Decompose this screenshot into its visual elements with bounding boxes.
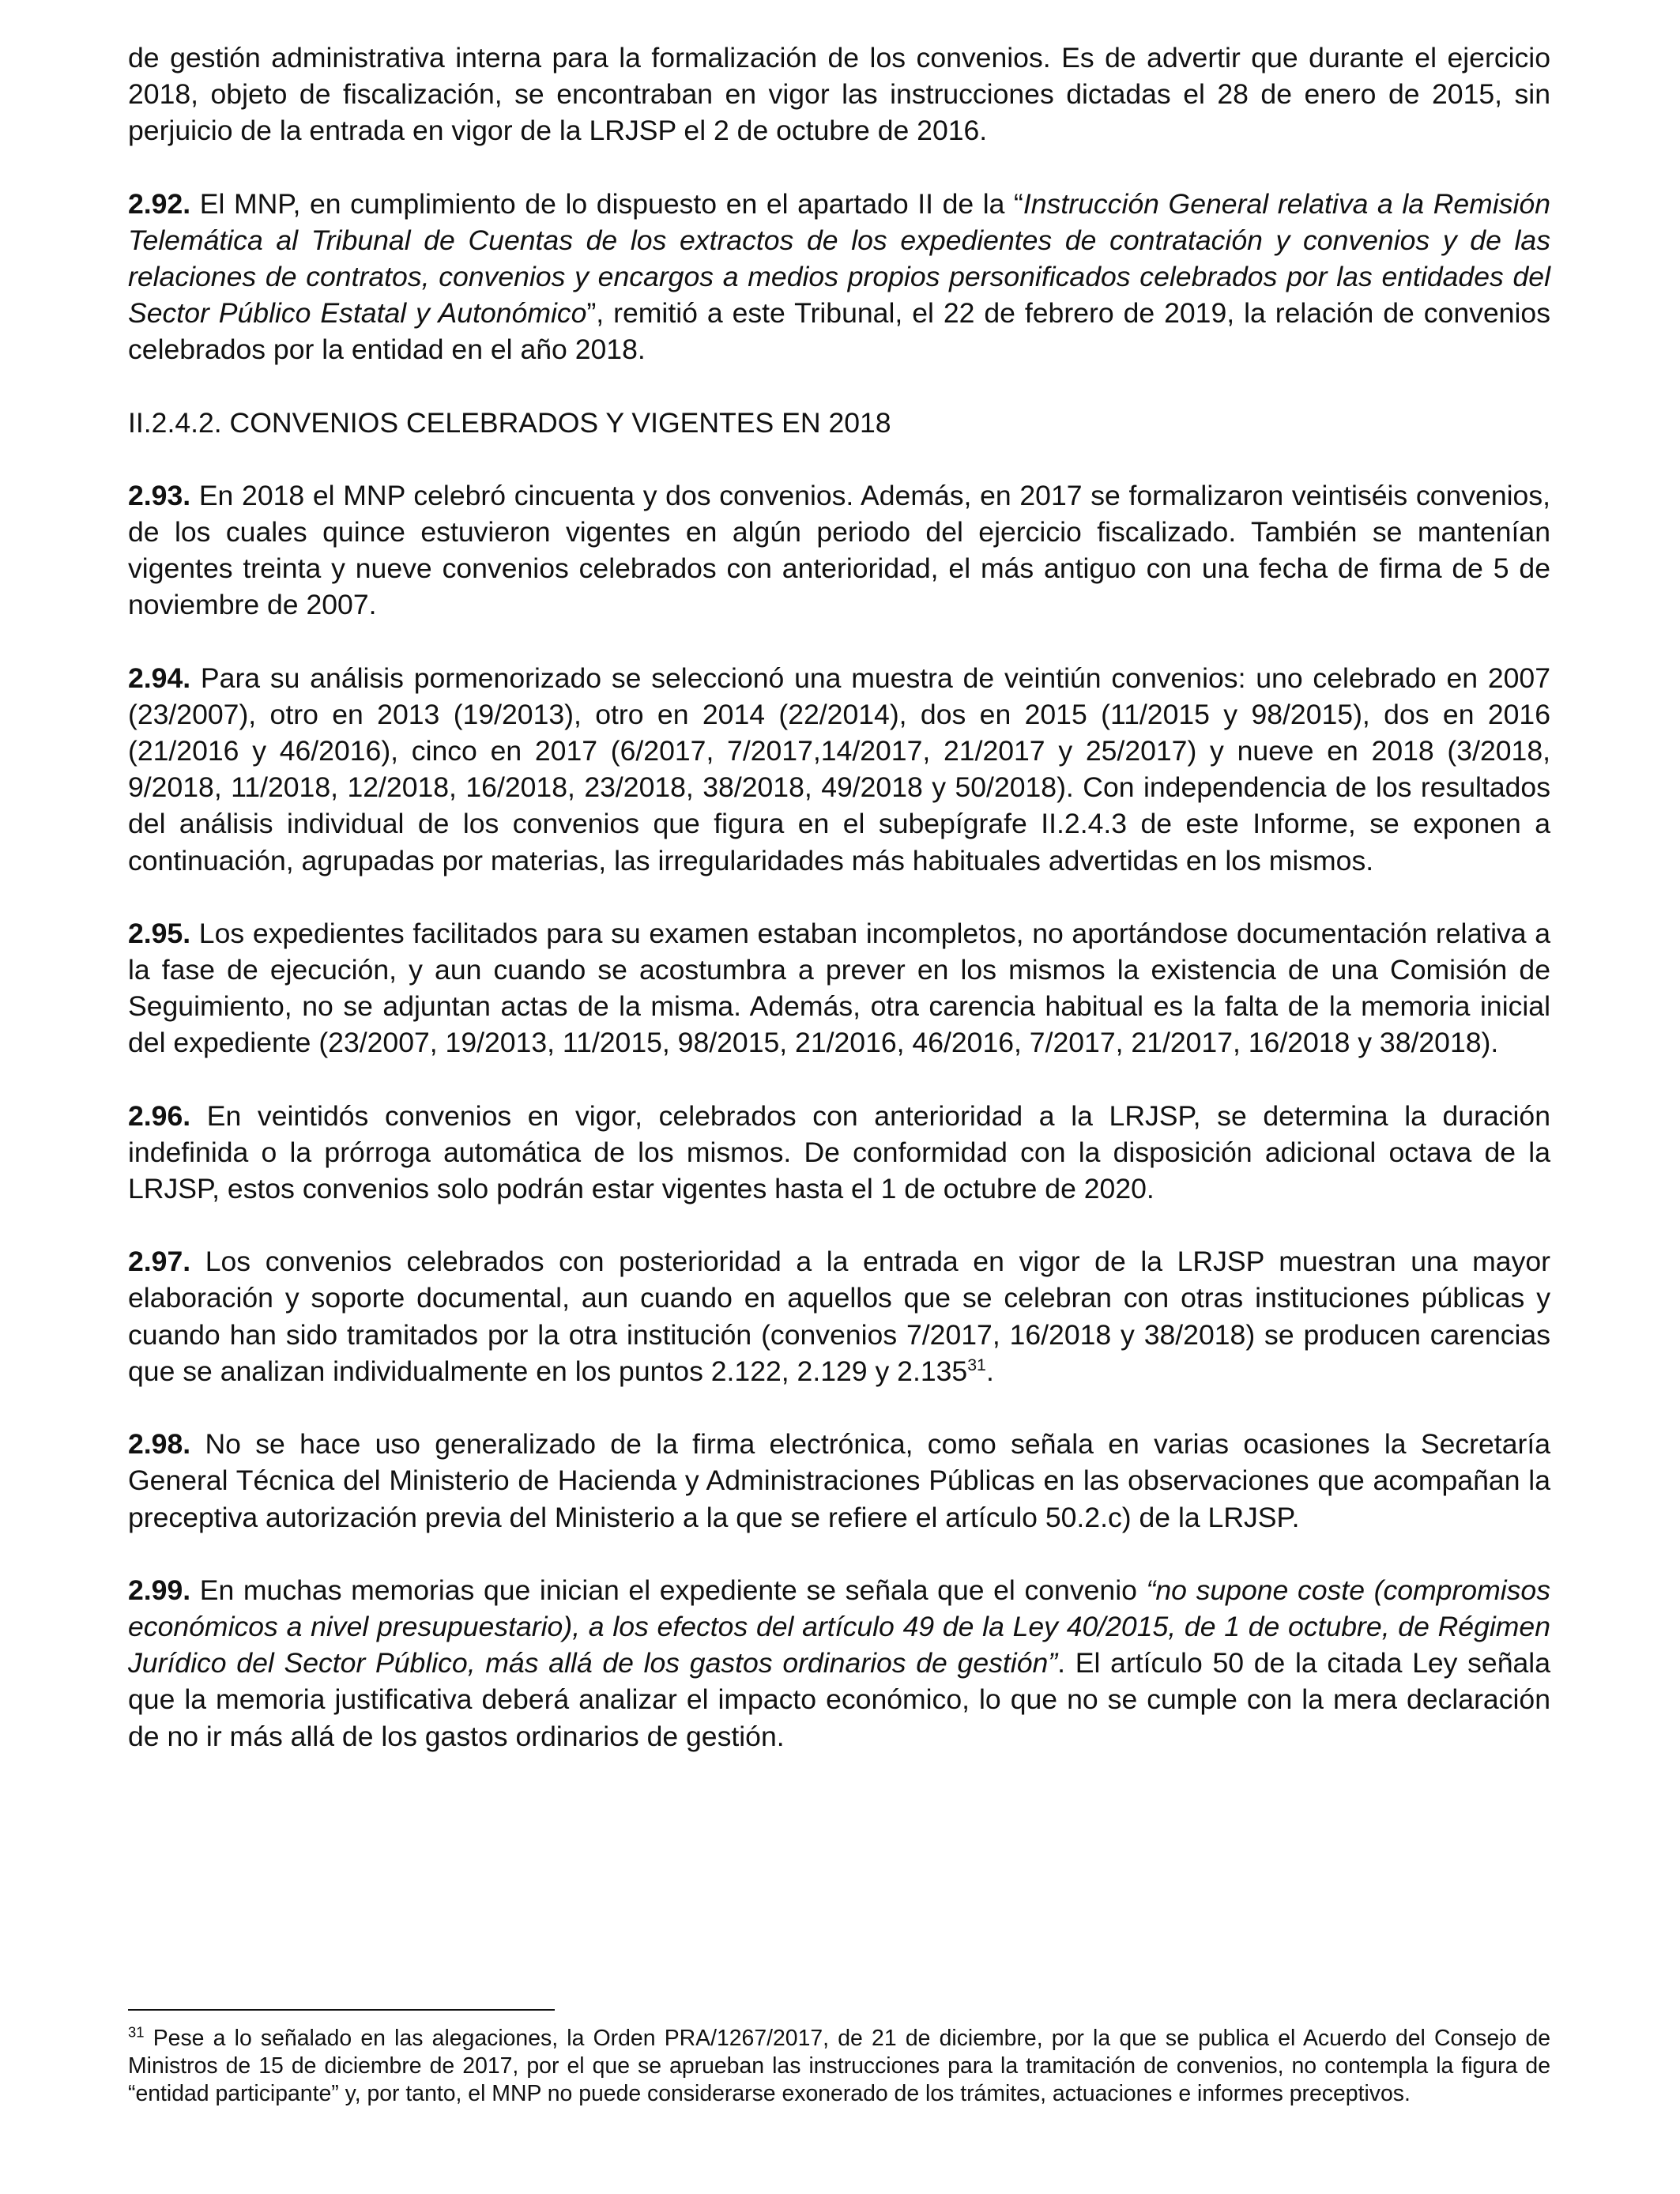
paragraph-number: 2.92. [128, 187, 191, 220]
paragraph-2-93 [128, 477, 1550, 624]
paragraph-number: 2.99. [128, 1574, 191, 1606]
paragraph-number: 2.96. [128, 1099, 191, 1132]
paragraph-text: En 2018 el MNP celebró cincuenta y dos convenios. Además, en 2017 se formalizaron veintiséis convenios, de los cuales quince estuvieron vigentes en algún periodo del ejercicio fiscalizado. También se mantenían vigentes treinta y nueve convenios celebrados con anterioridad, el más antiguo con una fecha de firma de 5 de noviembre de 2007. [128, 479, 1550, 621]
paragraph-text: ”, remitió a este Tribunal, el 22 de febrero de 2019, la relación de convenios celebrados por la entidad en el año 2018. [128, 297, 1550, 366]
instruction-title: Instrucción General relativa a la Remisión Telemática al Tribunal de Cuentas de los extractos de los expedientes de contratación y convenios y de las relaciones de contratos, convenios y encargos a medios propios personificados celebrados por las entidades del Sector Público Estatal y Autonómico [128, 187, 1550, 330]
paragraph-number: 2.98. [128, 1428, 191, 1461]
footnote-text: Pese a lo señalado en las alegaciones, la Orden PRA/1267/2017, de 21 de diciembre, por la que se publica el Acuerdo del Consejo de Ministros de 15 de diciembre de 2017, por el que se aprueban las instrucciones para la tramitación de convenios, no contempla la figura de “entidad participante” y, por tanto, el MNP no puede considerarse exonerado de los trámites, actuaciones e informes preceptivos. [128, 2026, 1550, 2106]
paragraph-text: Los expedientes facilitados para su examen estaban incompletos, no aportándose documentación relativa a la fase de ejecución, y aun cuando se acostumbra a prever en los mismos la existencia de una Comisión de Seguimiento, no se adjuntan actas de la misma. Además, otra carencia habitual es la falta de la memoria inicial del expediente (23/2007, 19/2013, 11/2015, 98/2015, 21/2016, 46/2016, 7/2017, 21/2017, 16/2018 y 38/2018). [128, 917, 1550, 1059]
paragraph-text: Los convenios celebrados con posterioridad a la entrada en vigor de la LRJSP muestran una mayor elaboración y soporte documental, aun cuando en aquellos que se celebran con otras instituciones públicas y cuando han sido tramitados por la otra institución (convenios 7/2017, 16/2018 y 38/2018) se producen carencias que se analizan individualmente en los puntos 2.122, 2.129 y 2.135 [128, 1246, 1550, 1387]
paragraph-text: . [985, 1355, 994, 1387]
paragraph-2-99 [128, 1572, 1550, 1755]
paragraph-number: 2.94. [128, 662, 191, 694]
paragraph-2-97 [128, 1243, 1550, 1389]
footnote-reference[interactable]: 31 [967, 1355, 986, 1375]
paragraph-number: 2.93. [128, 479, 191, 511]
paragraph-text: En muchas memorias que inician el expediente se señala que el convenio [190, 1574, 1147, 1606]
section-heading-text: II.2.4.2. CONVENIOS CELEBRADOS Y VIGENTES EN 2018 [128, 406, 891, 439]
footnote-separator [128, 2009, 555, 2011]
paragraph-text: de gestión administrativa interna para la formalización de los convenios. Es de advertir que durante el ejercicio 2018, objeto de fiscalización, se encontraban en vigor las instrucciones dictadas el 28 de enero de 2015, sin perjuicio de la entrada en vigor de la LRJSP el 2 de octubre de 2016. [128, 42, 1550, 147]
paragraph-number: 2.95. [128, 917, 191, 949]
paragraph-2-98 [128, 1426, 1550, 1536]
footnote-mark: 31 [128, 2023, 145, 2041]
paragraph-2-96 [128, 1098, 1550, 1208]
paragraph-text: El MNP, en cumplimiento de lo dispuesto en el apartado II de la “ [190, 187, 1023, 220]
footnote [128, 2025, 1550, 2108]
paragraph-2-94 [128, 660, 1550, 879]
document-body [128, 40, 1550, 1791]
paragraph-2-95 [128, 915, 1550, 1061]
paragraph-text: . El artículo 50 de la citada Ley señala que la memoria justificativa deberá analizar el impacto económico, lo que no se cumple con la mera declaración de no ir más allá de los gastos ordinarios de gestión. [128, 1647, 1550, 1752]
quoted-memoria-text: “no supone coste (compromisos económicos a nivel presupuestario), a los efectos del artículo 49 de la Ley 40/2015, de 1 de octubre, de Régimen Jurídico del Sector Público, más allá de los gastos ordinarios de gestión” [128, 1574, 1550, 1679]
paragraph-2-92 [128, 186, 1550, 368]
paragraph-text: No se hace uso generalizado de la firma electrónica, como señala en varias ocasiones la Secretaría General Técnica del Ministerio de Hacienda y Administraciones Públicas en las observaciones que acompañan la preceptiva autorización previa del Ministerio a la que se refiere el artículo 50.2.c) de la LRJSP. [128, 1428, 1550, 1533]
paragraph-text: Para su análisis pormenorizado se seleccionó una muestra de veintiún convenios: uno celebrado en 2007 (23/2007), otro en 2013 (19/2013), otro en 2014 (22/2014), dos en 2015 (11/2015 y 98/2015), dos en 2016 (21/2016 y 46/2016), cinco en 2017 (6/2017, 7/2017,14/2017, 21/2017 y 25/2017) y nueve en 2018 (3/2018, 9/2018, 11/2018, 12/2018, 16/2018, 23/2018, 38/2018, 49/2018 y 50/2018). Con independencia de los resultados del análisis individual de los convenios que figura en el subepígrafe II.2.4.3 de este Informe, se exponen a continuación, agrupadas por materias, las irregularidades más habituales advertidas en los mismos. [128, 662, 1550, 876]
paragraph-continuation [128, 40, 1550, 149]
paragraph-text: En veintidós convenios en vigor, celebrados con anterioridad a la LRJSP, se determina la duración indefinida o la prórroga automática de los mismos. De conformidad con la disposición adicional octava de la LRJSP, estos convenios solo podrán estar vigentes hasta el 1 de octubre de 2020. [128, 1099, 1550, 1205]
section-heading [128, 405, 1550, 441]
paragraph-number: 2.97. [128, 1246, 191, 1278]
